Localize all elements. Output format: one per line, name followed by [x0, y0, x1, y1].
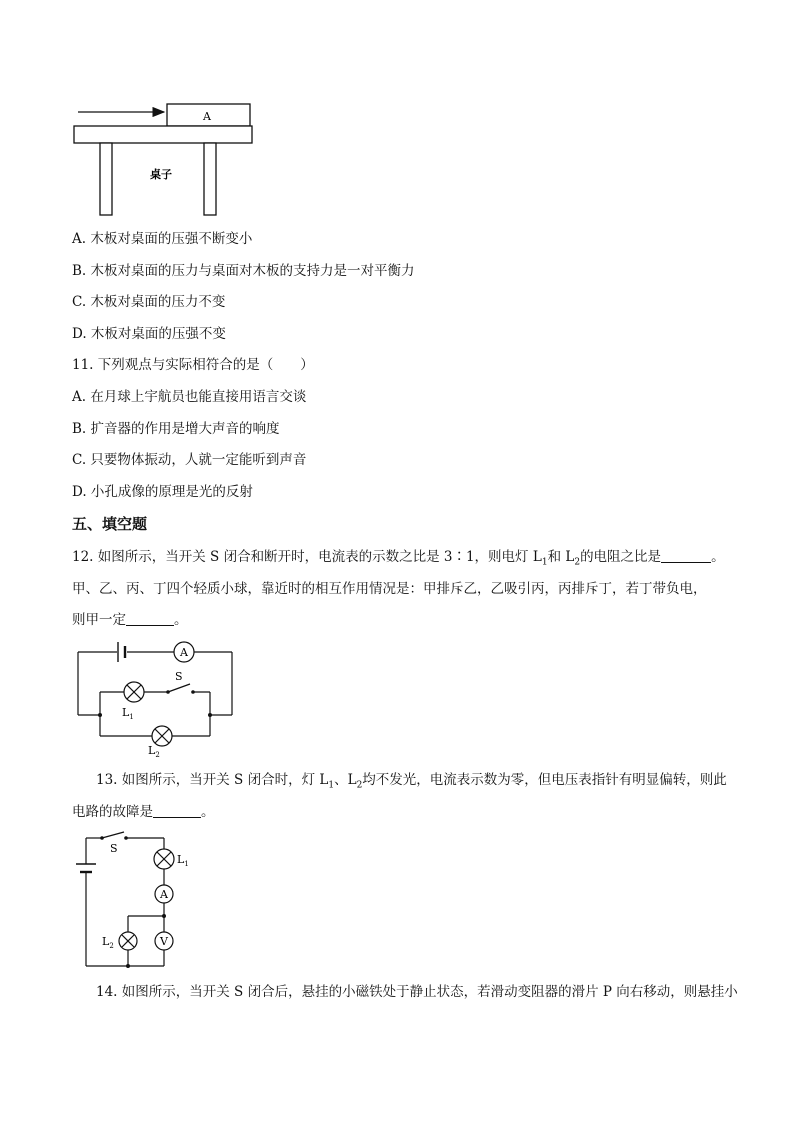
table-label: 桌子	[150, 168, 172, 181]
lamp-l1-label: $L_1$	[122, 706, 134, 721]
q10-option-b: B. 木板对桌面的压力与桌面对木板的支持力是一对平衡力	[72, 263, 415, 279]
q11-option-c: C. 只要物体振动，人就一定能听到声音	[72, 452, 307, 468]
q12-answer-blank-1[interactable]	[661, 548, 711, 563]
q12-line-3	[72, 611, 188, 629]
q13-text-1: 13. 如图所示，当开关 S 闭合时，灯 L	[96, 772, 329, 788]
ammeter-label: A	[160, 888, 168, 901]
q12-text-end-2: 。	[174, 612, 188, 628]
q12-line-2: 甲、乙、丙、丁四个轻质小球，靠近时的相互作用情况是：甲排斥乙，乙吸引丙，丙排斥丁，若丁带负电，	[72, 581, 707, 597]
switch-s-label: S	[110, 842, 118, 855]
q11-stem: 11. 下列观点与实际相符合的是（ ）	[72, 357, 314, 373]
q12-line-1	[72, 548, 725, 572]
q12-text-1: 12. 如图所示，当开关 S 闭合和断开时，电流表的示数之比是 3∶1，则电灯 L	[72, 549, 542, 565]
q12-text-2: 和 L	[547, 549, 575, 565]
section-heading-fill-in: 五、填空题	[72, 515, 148, 533]
table-board-figure	[70, 98, 270, 220]
q13-text-3: 均不发光，电流表示数为零，但电压表指针有明显偏转，则此	[362, 772, 727, 788]
q11-option-a: A. 在月球上宇航员也能直接用语言交谈	[72, 389, 307, 405]
q10-option-d: D. 木板对桌面的压强不变	[72, 326, 226, 342]
lamp-l2-label: $L_2$	[102, 935, 114, 950]
lamp-l2-label: $L_2$	[148, 744, 160, 759]
q10-option-c: C. 木板对桌面的压力不变	[72, 294, 226, 310]
ammeter-label: A	[180, 646, 188, 659]
q13-sub-1: 1	[328, 780, 335, 791]
q12-sub-2: 2	[574, 557, 581, 568]
q13-answer-blank[interactable]	[153, 803, 201, 818]
q13-text-4: 电路的故障是	[72, 804, 153, 820]
q13-sub-2: 2	[356, 780, 363, 791]
q13-text-2: 、L	[334, 772, 357, 788]
q12-answer-blank-2[interactable]	[126, 611, 174, 626]
table-leg-left	[100, 143, 112, 215]
q13-line-1	[96, 771, 727, 795]
q12-text-3: 的电阻之比是	[580, 549, 662, 565]
table-top	[74, 126, 252, 143]
q13-line-2	[72, 803, 215, 821]
block-a-label: A	[203, 110, 211, 123]
q13-text-end: 。	[201, 804, 215, 820]
q10-option-a: A. 木板对桌面的压强不断变小	[72, 231, 253, 247]
q14-line-1: 14. 如图所示，当开关 S 闭合后，悬挂的小磁铁处于静止状态，若滑动变阻器的滑片 P 向右移动，则悬挂小	[96, 984, 738, 1000]
q11-option-b: B. 扩音器的作用是增大声音的响度	[72, 421, 280, 437]
q12-text-end: 。	[711, 549, 725, 565]
voltmeter-label: V	[160, 935, 168, 948]
circuit-figure-1	[70, 640, 240, 760]
q12-sub-1: 1	[541, 557, 548, 568]
q11-option-d: D. 小孔成像的原理是光的反射	[72, 484, 253, 500]
switch-label: S	[175, 670, 183, 683]
table-leg-right	[204, 143, 216, 215]
q12-text-4: 则甲一定	[72, 612, 126, 628]
lamp-l1-label: $L_1$	[177, 853, 189, 868]
circuit-figure-2	[70, 830, 210, 972]
